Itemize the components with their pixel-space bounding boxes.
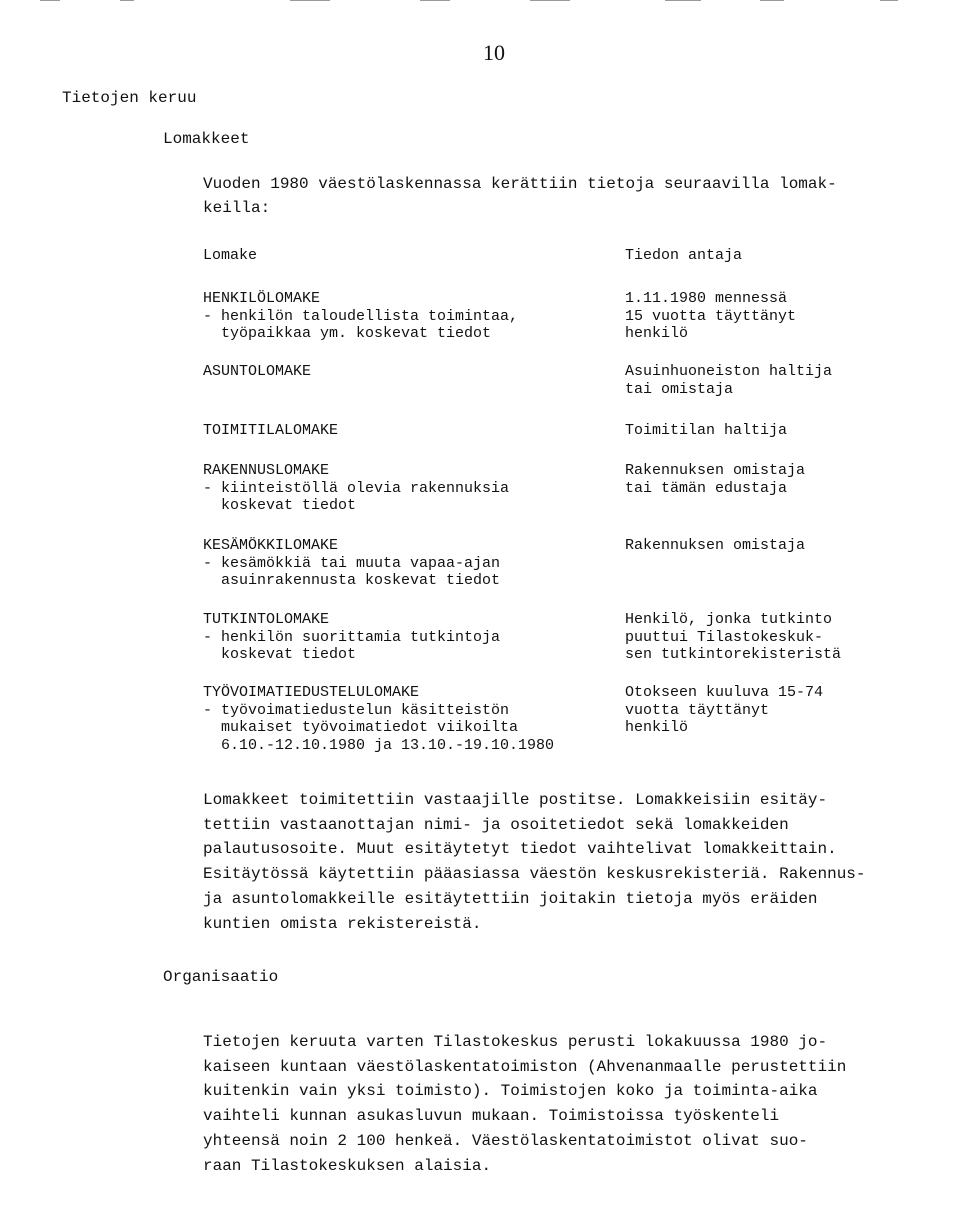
- form-name: ASUNTOLOMAKE: [203, 363, 312, 380]
- form-description: - henkilön suorittamia tutkintoja: [203, 628, 501, 646]
- form-description: koskevat tiedot: [221, 646, 357, 663]
- paragraph-line: yhteensä noin 2 100 henkeä. Väestölaskentatoimistot olivat suo-: [203, 1131, 808, 1150]
- forms-intro: [203, 172, 837, 220]
- form-description: - työvoimatiedustelun käsitteistön: [203, 701, 510, 719]
- form-name: TOIMITILALOMAKE: [203, 422, 339, 439]
- informant-entry: [625, 422, 787, 440]
- form-description: mukaiset työvoimatiedot viikoilta: [221, 719, 519, 736]
- table-header-form: Lomake: [203, 247, 258, 264]
- form-name: TUTKINTOLOMAKE: [203, 611, 330, 628]
- table-header-informant: Tiedon antaja: [625, 247, 743, 264]
- form-description: - kiinteistöllä olevia rakennuksia: [203, 479, 510, 497]
- informant-text: Rakennuksen omistaja: [625, 462, 806, 479]
- informant-text: henkilö: [625, 325, 689, 342]
- form-name: HENKILÖLOMAKE: [203, 290, 321, 307]
- intro-line: keilla:: [203, 199, 271, 217]
- paragraph-line: raan Tilastokeskuksen alaisia.: [203, 1156, 492, 1175]
- section-title: Tietojen keruu: [62, 89, 197, 107]
- form-entry-asuntolomake: [203, 363, 311, 381]
- informant-entry: [625, 611, 841, 664]
- informant-entry: [625, 462, 805, 497]
- informant-text: 1.11.1980 mennessä: [625, 290, 788, 307]
- paragraph-line: Lomakkeet toimitettiin vastaajille postitse. Lomakkeisiin esitäy-: [203, 791, 828, 809]
- scan-top-edge: [0, 0, 960, 2]
- informant-text: sen tutkintorekisteristä: [625, 646, 842, 663]
- informant-text: vuotta täyttänyt: [625, 701, 770, 719]
- informant-entry: [625, 363, 832, 398]
- forms-paragraph: [203, 788, 866, 936]
- paragraph-line: palautusosoite. Muut esitäytetyt tiedot vaihtelivat lomakkeittain.: [203, 840, 837, 859]
- informant-text: tai omistaja: [625, 380, 734, 398]
- paragraph-line: kuitenkin vain yksi toimisto). Toimistojen koko ja toiminta-aika: [203, 1082, 818, 1101]
- form-entry-toimitilalomake: [203, 422, 338, 440]
- informant-text: tai tämän edustaja: [625, 479, 788, 497]
- paragraph-line: kuntien omista rekistereistä.: [203, 914, 482, 933]
- paragraph-line: kaiseen kuntaan väestölaskentatoimiston (Ahvenanmaalle perustettiin: [203, 1057, 847, 1076]
- paragraph-line: vaihteli kunnan asukasluvun mukaan. Toimistoissa työskenteli: [203, 1107, 780, 1126]
- form-description: - kesämökkiä tai muuta vapaa-ajan: [203, 554, 501, 572]
- organisation-heading: Organisaatio: [163, 968, 279, 986]
- informant-text: Otokseen kuuluva 15-74: [625, 684, 824, 701]
- form-entry-kesamokkilomake: [203, 537, 500, 590]
- paragraph-line: ja asuntolomakkeille esitäytettiin joitakin tietoja myös eräiden: [203, 889, 818, 908]
- informant-text: henkilö: [625, 719, 689, 736]
- informant-text: Rakennuksen omistaja: [625, 537, 806, 554]
- form-name: TYÖVOIMATIEDUSTELULOMAKE: [203, 684, 420, 701]
- form-description: koskevat tiedot: [221, 497, 357, 514]
- page-number: 10: [483, 40, 505, 65]
- informant-text: Toimitilan haltija: [625, 422, 788, 439]
- paragraph-line: Esitäytössä käytettiin pääasiassa väestön keskusrekisteriä. Rakennus-: [203, 865, 866, 884]
- form-name: KESÄMÖKKILOMAKE: [203, 537, 339, 554]
- informant-text: Henkilö, jonka tutkinto: [625, 611, 833, 628]
- form-entry-tutkintolomake: [203, 611, 500, 664]
- form-description: - henkilön taloudellista toimintaa,: [203, 307, 519, 325]
- informant-entry: [625, 537, 805, 555]
- form-name: RAKENNUSLOMAKE: [203, 462, 330, 479]
- informant-text: puuttui Tilastokeskuk-: [625, 628, 824, 646]
- form-entry-tyovoimatiedustelulomake: [203, 684, 554, 754]
- forms-heading: Lomakkeet: [163, 130, 250, 148]
- intro-line: Vuoden 1980 väestölaskennassa kerättiin tietoja seuraavilla lomak-: [203, 175, 837, 193]
- form-description: asuinrakennusta koskevat tiedot: [221, 572, 501, 589]
- form-description: työpaikkaa ym. koskevat tiedot: [221, 325, 492, 342]
- paragraph-line: Tietojen keruuta varten Tilastokeskus perusti lokakuussa 1980 jo-: [203, 1033, 828, 1051]
- form-entry-henkilolomake: [203, 290, 518, 343]
- informant-text: 15 vuotta täyttänyt: [625, 307, 797, 325]
- paragraph-line: tettiin vastaanottajan nimi- ja osoitetiedot sekä lomakkeiden: [203, 815, 789, 834]
- informant-entry: [625, 290, 796, 343]
- organisation-paragraph: [203, 1030, 846, 1178]
- informant-entry: [625, 684, 823, 737]
- form-entry-rakennuslomake: [203, 462, 509, 515]
- informant-text: Asuinhuoneiston haltija: [625, 363, 833, 380]
- form-description: 6.10.-12.10.1980 ja 13.10.-19.10.1980: [221, 736, 555, 754]
